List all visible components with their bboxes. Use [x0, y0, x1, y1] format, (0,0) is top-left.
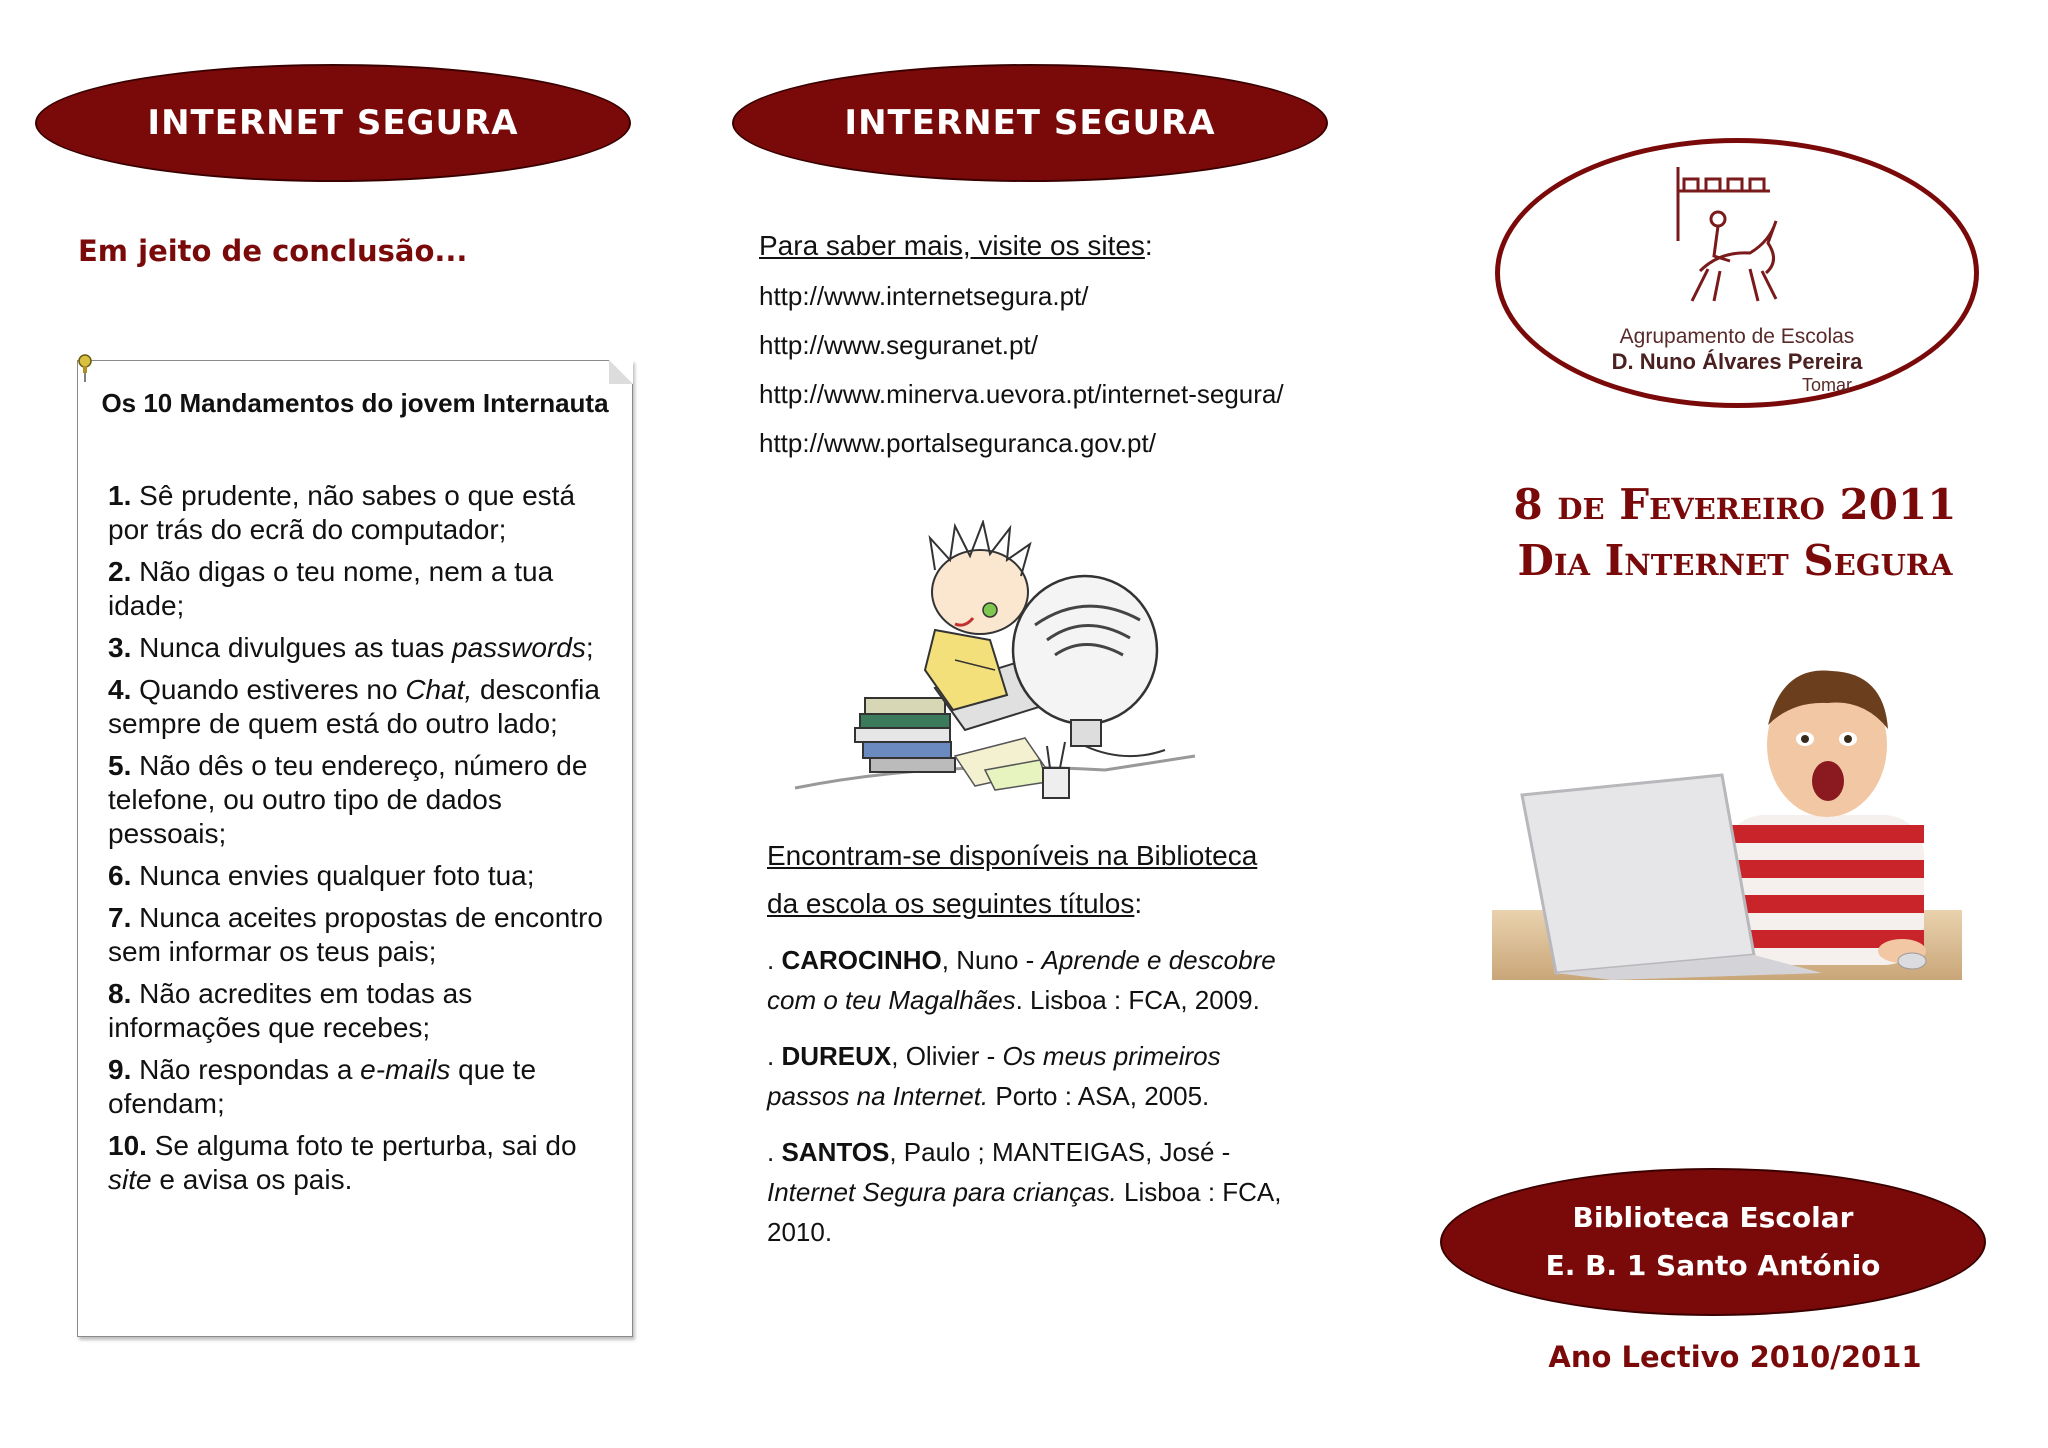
sites-heading-colon: :: [1144, 230, 1153, 261]
rule-text: e avisa os pais.: [151, 1164, 353, 1195]
book-title: Os meus primeiros passos na Internet.: [767, 1041, 1221, 1111]
page-fold-icon: [609, 360, 633, 384]
rule-number: 8.: [108, 978, 132, 1009]
rule-emphasis: passwords: [452, 632, 586, 663]
rule-item-7: [108, 901, 610, 969]
rule-emphasis: site: [108, 1164, 152, 1195]
books-list: [767, 940, 1307, 1268]
rule-text: Nunca divulgues as tuas: [131, 632, 452, 663]
rule-text: desconfia sempre de quem está do outro lado;: [108, 674, 600, 739]
book-entry: [767, 1132, 1307, 1252]
book-publisher: Lisboa : FCA, 2010.: [767, 1177, 1282, 1247]
rules-list: [108, 479, 610, 1205]
rule-emphasis: e-mails: [360, 1054, 451, 1085]
site-link[interactable]: http://www.internetsegura.pt/: [759, 281, 1089, 311]
boy-with-laptop-photo: [1492, 655, 1962, 980]
rule-text: que te ofendam;: [108, 1054, 537, 1119]
rule-text: Se alguma foto te perturba, sai do: [146, 1130, 577, 1161]
library-oval: [1440, 1168, 1986, 1316]
middle-header-title: INTERNET SEGURA: [844, 103, 1216, 143]
rule-text: Não dês o teu endereço, número de telefone, ou outro tipo de dados pessoais;: [108, 750, 588, 849]
book-entry: [767, 940, 1307, 1020]
rule-item-2: [108, 555, 610, 623]
rule-text: Não respondas a: [131, 1054, 361, 1085]
pushpin-icon: [74, 353, 96, 383]
event-title: Dia Internet Segura: [1517, 536, 1953, 585]
rule-text: Não digas o teu nome, nem a tua idade;: [108, 556, 554, 621]
book-bullet: .: [767, 1137, 782, 1167]
book-author-rest: , Paulo ; MANTEIGAS, José -: [889, 1137, 1231, 1167]
site-link[interactable]: http://www.minerva.uevora.pt/internet-segura/: [759, 379, 1284, 409]
middle-header-oval: [732, 64, 1328, 182]
book-author-rest: , Nuno -: [941, 945, 1042, 975]
books-heading-line: da escola os seguintes títulos: [767, 888, 1135, 919]
logo-line-1: Agrupamento de Escolas: [1619, 325, 1855, 348]
rule-item-8: [108, 977, 610, 1045]
rule-item-9: [108, 1053, 610, 1121]
rule-text: Nunca aceites propostas de encontro sem informar os teus pais;: [108, 902, 603, 967]
rule-number: 6.: [108, 860, 132, 891]
books-heading-line: Encontram-se disponíveis na Biblioteca: [767, 840, 1258, 871]
book-bullet: .: [767, 1041, 782, 1071]
books-heading-colon: :: [1134, 888, 1143, 919]
book-author-rest: , Olivier -: [891, 1041, 1003, 1071]
sites-heading: [759, 230, 1153, 262]
rule-text: Quando estiveres no: [131, 674, 406, 705]
knight-on-horse-icon: [1670, 161, 1790, 311]
book-publisher: Porto : ASA, 2005.: [988, 1081, 1210, 1111]
library-name: Biblioteca Escolar: [1572, 1201, 1854, 1234]
rule-emphasis: Chat,: [405, 674, 473, 705]
rule-number: 9.: [108, 1054, 132, 1085]
rule-item-10: [108, 1129, 610, 1197]
left-header-oval: [35, 64, 631, 182]
rule-item-5: [108, 749, 610, 851]
rule-number: 3.: [108, 632, 132, 663]
commandments-note: [77, 360, 633, 1337]
rule-number: 7.: [108, 902, 132, 933]
sites-heading-text: Para saber mais, visite os sites: [759, 230, 1145, 261]
rule-text: Nunca envies qualquer foto tua;: [131, 860, 535, 891]
rule-text: ;: [585, 632, 594, 663]
book-author: SANTOS: [781, 1137, 890, 1167]
rule-number: 4.: [108, 674, 132, 705]
school-logo: [1495, 138, 1979, 408]
site-link[interactable]: http://www.seguranet.pt/: [759, 330, 1038, 360]
book-publisher: . Lisboa : FCA, 2009.: [1015, 985, 1260, 1015]
rule-number: 5.: [108, 750, 132, 781]
note-title: Os 10 Mandamentos do jovem Internauta: [101, 388, 609, 418]
book-entry: [767, 1036, 1307, 1116]
conclusion-subtitle: Em jeito de conclusão...: [78, 234, 468, 268]
books-heading: [767, 832, 1327, 928]
rule-number: 1.: [108, 480, 132, 511]
logo-line-2: D. Nuno Álvares Pereira: [1611, 349, 1863, 374]
rule-item-4: [108, 673, 610, 741]
book-title: Internet Segura para crianças.: [767, 1177, 1117, 1207]
rule-item-1: [108, 479, 610, 547]
rule-number: 2.: [108, 556, 132, 587]
book-title: Aprende e descobre com o teu Magalhães: [767, 945, 1276, 1015]
sites-list: [759, 278, 1284, 474]
book-bullet: .: [767, 945, 782, 975]
kid-at-computer-illustration: [785, 520, 1235, 810]
date-title: 8 de Fevereiro 2011: [1513, 480, 1957, 529]
school-name: E. B. 1 Santo António: [1545, 1249, 1881, 1282]
left-header-title: INTERNET SEGURA: [147, 103, 519, 143]
book-author: CAROCINHO: [781, 945, 942, 975]
rule-number: 10.: [108, 1130, 147, 1161]
site-link[interactable]: http://www.portalseguranca.gov.pt/: [759, 428, 1156, 458]
rule-item-6: [108, 859, 610, 893]
school-year: Ano Lectivo 2010/2011: [1548, 1340, 1922, 1374]
book-author: DUREUX: [781, 1041, 892, 1071]
rule-text: Não acredites em todas as informações que recebes;: [108, 978, 473, 1043]
rule-item-3: [108, 631, 610, 665]
rule-text: Sê prudente, não sabes o que está por trás do ecrã do computador;: [108, 480, 576, 545]
logo-line-3: Tomar: [1801, 375, 1852, 395]
